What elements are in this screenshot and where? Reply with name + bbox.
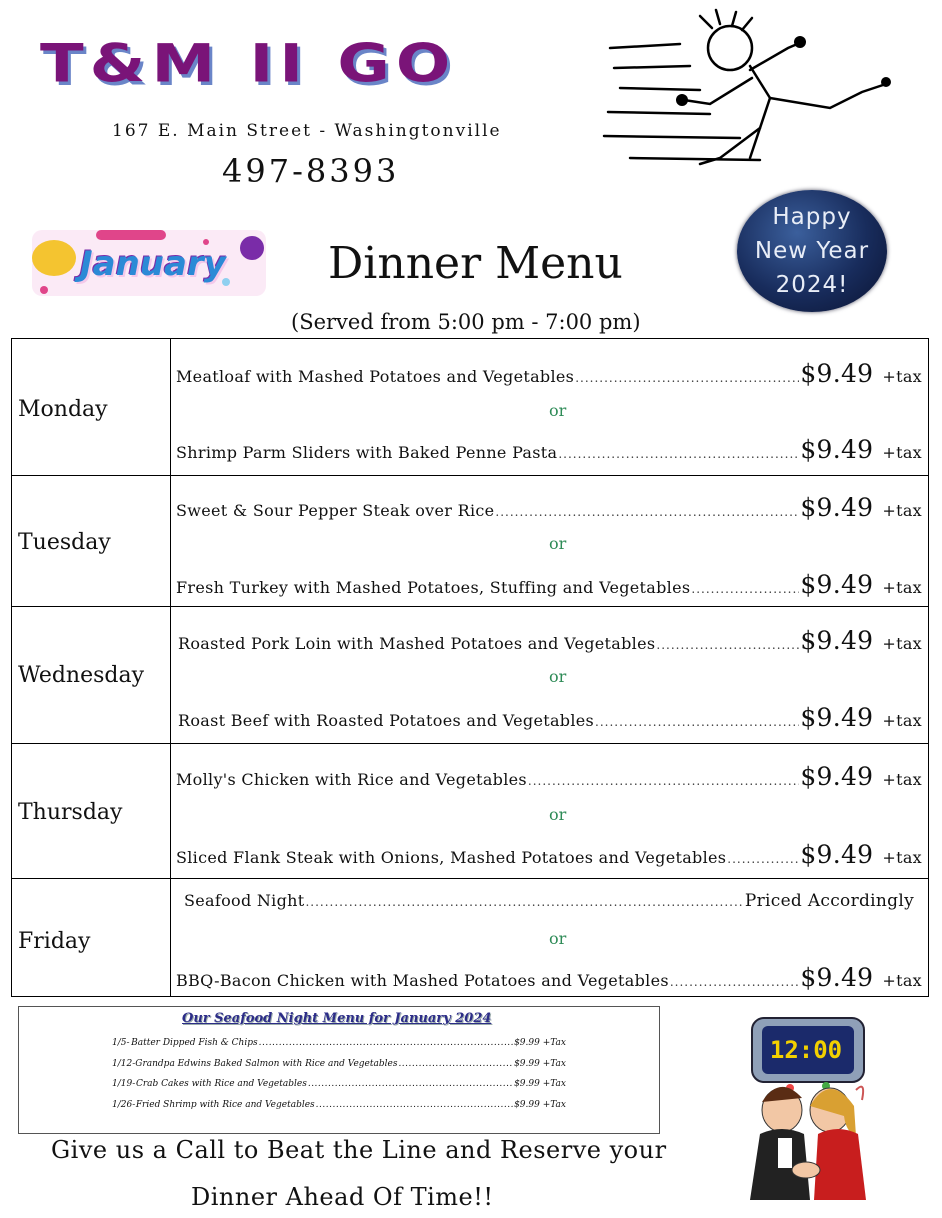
menu-item <box>176 435 922 464</box>
menu-item <box>176 359 922 388</box>
leader-dots <box>727 852 799 866</box>
item-name: BBQ-Bacon Chicken with Mashed Potatoes and Vegetables <box>176 971 669 990</box>
item-tax: +tax <box>882 770 922 789</box>
day-label: Friday <box>18 929 91 954</box>
item-tax: +tax <box>882 578 922 597</box>
item-tax: +tax <box>882 634 922 653</box>
or-separator: or <box>549 805 567 824</box>
item-name: Seafood Night <box>184 891 305 910</box>
runner-illustration-icon <box>600 8 900 178</box>
item-price: $9.49 <box>800 493 874 522</box>
leader-dots <box>528 774 799 788</box>
or-separator: or <box>549 401 567 420</box>
item-name: Sliced Flank Steak with Onions, Mashed Potatoes and Vegetables <box>176 848 727 867</box>
day-label: Monday <box>18 397 108 422</box>
phone-number: 497-8393 <box>222 152 400 190</box>
seafood-name: Crab Cakes with Rice and Vegetables <box>135 1079 307 1089</box>
new-year-text <box>737 200 887 302</box>
new-year-line: 2024! <box>775 272 849 298</box>
seafood-tax: +Tax <box>542 1079 566 1089</box>
new-year-line: New Year <box>754 238 870 264</box>
leader-dots <box>316 1100 513 1110</box>
day-row-wednesday <box>12 606 928 743</box>
menu-item <box>178 703 922 732</box>
item-name: Sweet & Sour Pepper Steak over Rice <box>176 501 495 520</box>
leader-dots <box>308 1079 513 1089</box>
or-separator: or <box>549 667 567 686</box>
seafood-name: Fried Shrimp with Rice and Vegetables <box>135 1100 315 1110</box>
address: 167 E. Main Street - Washingtonville <box>112 121 502 141</box>
leader-dots <box>656 638 799 652</box>
item-price: $9.49 <box>800 626 874 655</box>
seafood-date: 1/5 <box>112 1038 127 1048</box>
leader-dots <box>670 975 799 989</box>
day-row-thursday <box>12 743 928 878</box>
menu-item <box>176 762 922 791</box>
leader-dots <box>259 1038 513 1048</box>
day-cell <box>12 476 171 606</box>
item-price: $9.49 <box>800 435 874 464</box>
item-price: $9.49 <box>800 762 874 791</box>
served-hours: (Served from 5:00 pm - 7:00 pm) <box>291 310 641 334</box>
item-price: $9.49 <box>800 840 874 869</box>
seafood-item: 1/5 - Batter Dipped Fish & Chips ..... $9.99 +Tax <box>112 1038 566 1048</box>
day-row-monday <box>12 339 928 475</box>
menu-item <box>176 493 922 522</box>
seafood-price: $9.99 <box>514 1038 540 1048</box>
day-label: Tuesday <box>18 530 111 555</box>
or-separator: or <box>549 534 567 553</box>
call-to-action-line: Dinner Ahead Of Time!! <box>191 1183 494 1211</box>
menu-item <box>176 840 922 869</box>
seafood-name: Batter Dipped Fish & Chips <box>131 1038 258 1048</box>
item-name: Molly's Chicken with Rice and Vegetables <box>176 770 527 789</box>
leader-dots <box>305 895 743 909</box>
leader-dots <box>398 1059 513 1069</box>
seafood-price: $9.99 <box>514 1100 540 1110</box>
seafood-item: 1/12 - Grandpa Edwins Baked Salmon with Rice and Vegetables ..... $9.99 +Tax <box>112 1059 566 1069</box>
seafood-tax: +Tax <box>542 1038 566 1048</box>
item-tax: +tax <box>882 501 922 520</box>
seafood-title: Our Seafood Night Menu for January 2024 <box>182 1011 492 1026</box>
day-cell <box>12 744 171 878</box>
day-row-tuesday <box>12 475 928 606</box>
item-name: Roasted Pork Loin with Mashed Potatoes and Vegetables <box>178 634 656 653</box>
leader-dots <box>575 371 799 385</box>
clock-display: 12:00 <box>769 1036 843 1064</box>
menu-item <box>178 626 922 655</box>
item-price: $9.49 <box>800 963 874 992</box>
day-label: Thursday <box>18 800 123 825</box>
new-year-line: Happy <box>772 204 852 230</box>
seafood-date: 1/12 <box>112 1059 133 1069</box>
month-label: January <box>80 244 226 284</box>
item-price: Priced Accordingly <box>744 891 914 911</box>
logo-text: T&M II GO <box>40 34 457 95</box>
seafood-item: 1/19 - Crab Cakes with Rice and Vegetables ..... $9.99 +Tax <box>112 1079 566 1089</box>
item-tax: +tax <box>882 711 922 730</box>
leader-dots <box>595 715 799 729</box>
page-title: Dinner Menu <box>328 238 623 289</box>
item-tax: +tax <box>882 971 922 990</box>
item-price: $9.49 <box>800 570 874 599</box>
day-cell <box>12 879 171 996</box>
or-separator: or <box>549 929 567 948</box>
seafood-tax: +Tax <box>542 1100 566 1110</box>
day-cell <box>12 339 171 475</box>
day-label: Wednesday <box>18 663 145 688</box>
item-price: $9.49 <box>800 359 874 388</box>
day-row-friday <box>12 878 928 996</box>
seafood-price: $9.99 <box>514 1059 540 1069</box>
menu-item <box>176 570 922 599</box>
item-name: Shrimp Parm Sliders with Baked Penne Pasta <box>176 443 558 462</box>
seafood-date: 1/19 <box>112 1079 133 1089</box>
dinner-menu-table <box>11 338 929 997</box>
item-tax: +tax <box>882 443 922 462</box>
item-name: Fresh Turkey with Mashed Potatoes, Stuffing and Vegetables <box>176 578 691 597</box>
menu-item <box>176 963 922 992</box>
seafood-date: 1/26 <box>112 1100 133 1110</box>
day-cell <box>12 607 171 743</box>
seafood-item: 1/26 - Fried Shrimp with Rice and Vegetables ..... $9.99 +Tax <box>112 1100 566 1110</box>
item-tax: +tax <box>882 848 922 867</box>
leader-dots <box>495 505 799 519</box>
menu-item <box>184 891 914 911</box>
item-price: $9.49 <box>800 703 874 732</box>
leader-dots <box>558 447 799 461</box>
seafood-tax: +Tax <box>542 1059 566 1069</box>
seafood-name: Grandpa Edwins Baked Salmon with Rice and Vegetables <box>135 1059 398 1069</box>
item-name: Meatloaf with Mashed Potatoes and Vegetables <box>176 367 575 386</box>
item-name: Roast Beef with Roasted Potatoes and Vegetables <box>178 711 595 730</box>
seafood-price: $9.99 <box>514 1079 540 1089</box>
leader-dots <box>691 582 799 596</box>
call-to-action-line: Give us a Call to Beat the Line and Reserve your <box>51 1136 667 1164</box>
item-tax: +tax <box>882 367 922 386</box>
